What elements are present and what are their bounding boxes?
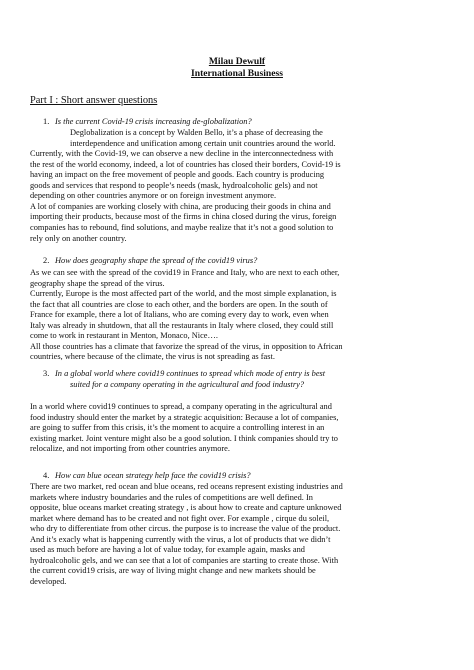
answer-2-line: come to work in restaurant in Menton, Monaco, Nice…. bbox=[30, 331, 218, 341]
answer-4-line: who dry to differentiate from other circus. the purpose is to increase the value of the product. bbox=[30, 524, 341, 534]
answer-1-line: depending on other countries anymore or on foreign investment anymore. bbox=[30, 191, 277, 201]
answer-1-line: Currently, with the Covid-19, we can observe a new decline in the interconnectedness with bbox=[30, 149, 334, 159]
answer-4-line: hydroalcoholic gels, and we can see that a lot of companies are starting to create those. With bbox=[30, 555, 339, 565]
answer-2-line: geography shape the spread of the virus. bbox=[30, 278, 165, 288]
question-2-number: 2. bbox=[43, 256, 50, 265]
answer-4-line: the current covid19 crisis, are way of living might change and new markets should be bbox=[30, 566, 316, 576]
course-title: International Business bbox=[191, 68, 283, 79]
answer-4-line: opposite, blue oceans market creating strategy , is about how to create and capture unknowed bbox=[30, 503, 342, 513]
answer-2-line: Currently, Europe is the most affected part of the world, and the most simple explanation, is bbox=[30, 289, 337, 299]
answer-2-line: Italy was already in shutdown, that all the restaurants in Italy where closed, they could still bbox=[30, 320, 334, 330]
answer-3-line: In a world where covid19 continues to spread, a company operating in the agricultural and bbox=[30, 402, 332, 411]
answer-1-line: having an impact on the free movement of people and goods. Each country is producing bbox=[30, 170, 325, 180]
answer-2-line: the fact that all countries are close to each other, and the borders are open. In the south of bbox=[30, 299, 328, 309]
answer-1-line: Deglobalization is a concept by Walden Bello, it’s a phase of decreasing the bbox=[70, 128, 323, 137]
answer-4-line: market where demand has to be created and not fight over. For example , cirque du soleil, bbox=[30, 513, 330, 523]
answer-4-line: developed. bbox=[30, 576, 67, 586]
answer-1-line: A lot of companies are working closely with china, are producing their goods in china and bbox=[30, 201, 331, 211]
question-3-text: suited for a company operating in the agricultural and food industry? bbox=[70, 380, 305, 389]
answer-1-line: rely only on another country. bbox=[30, 233, 127, 243]
part-heading: Part I : Short answer questions bbox=[30, 95, 158, 106]
question-4-number: 4. bbox=[43, 471, 50, 480]
answer-2-line: France for example, there a lot of Italians, who are coming every day to work, even when bbox=[30, 310, 329, 320]
question-3-number: 3. bbox=[43, 369, 50, 378]
question-1-text: Is the current Covid-19 crisis increasing de-globalization? 1. bbox=[43, 117, 252, 126]
question-4-text: How can blue ocean strategy help face the covid19 crisis? 4. bbox=[43, 471, 251, 480]
answer-2-line: As we can see with the spread of the covid19 in France and Italy, who are next to each other, bbox=[30, 268, 340, 277]
answer-3-line: are going to suffer from this crisis, it’s the moment to acquire a controlling interest in an bbox=[30, 423, 325, 433]
answer-3-line: food industry should enter the market by a strategic acquisition: Because a lot of companies, bbox=[30, 412, 339, 422]
answer-1-line: companies has to rebound, find solutions, and maybe realize that it’s not a good solution to bbox=[30, 222, 334, 232]
answer-1-line: the rest of the world economy, indeed, a lot of countries has closed their borders, Covid-19 is bbox=[30, 159, 341, 169]
question-1-number: 1. bbox=[43, 117, 50, 126]
author-name: Milau Dewulf bbox=[208, 56, 266, 67]
answer-1-line: importing their products, because most of the firms in china closed during the virus, foreign bbox=[30, 212, 337, 222]
question-3-text: In a global world where covid19 continues to spread which mode of entry is best 3. bbox=[43, 369, 326, 378]
answer-1-line: interdependence and unification among certain unit countries around the world. bbox=[70, 138, 336, 148]
answer-3-line: existing market. Joint venture might also be a good solution. I think companies should try to bbox=[30, 433, 338, 443]
answer-4-line: And it’s exacly what is happening currently with the virus, a lot of products that we didn’t bbox=[30, 534, 331, 544]
answer-1-line: goods and services that respond to people’s needs (mask, hydroalcoholic gels) and not bbox=[30, 180, 318, 190]
answer-4-line: markets where industry boundaries and the rules of competitions are well defined. In bbox=[30, 492, 313, 502]
answer-2-line: All those countries has a climate that favorize the spread of the virus, in opposition to African bbox=[30, 341, 343, 351]
question-2-text: How does geography shape the spread of the covid19 virus? 2. bbox=[43, 256, 258, 265]
answer-4-line: used as much before are having a lot of value today, for example again, masks and bbox=[30, 545, 305, 555]
answer-3-line: relocalize, and not importing from other countries anymore. bbox=[30, 444, 230, 454]
answer-4-line: There are two market, red ocean and blue oceans, red oceans represent existing industries and bbox=[30, 482, 343, 491]
answer-2-line: countries, where because of the climate, the virus is not spreading as fast. bbox=[30, 352, 275, 362]
